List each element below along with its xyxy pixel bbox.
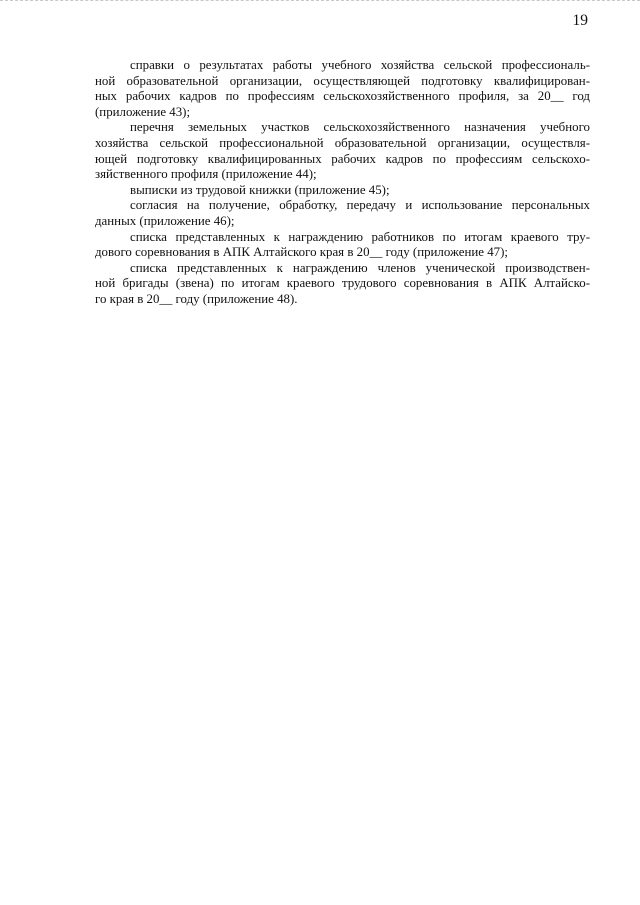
text-line: хозяйства сельской профессиональной образовательной организации, осуществля-	[95, 135, 590, 150]
text-line: справки о результатах работы учебного хозяйства сельской профессиональ-	[130, 58, 590, 72]
text-line: выписки из трудовой книжки (приложение 45);	[130, 182, 390, 197]
text-line: ной образовательной организации, осуществляющей подготовку квалифицирован-	[95, 73, 590, 88]
text-line: (приложение 43);	[95, 104, 191, 119]
text-line: списка представленных к награждению работников по итогам краевого тру-	[130, 229, 590, 244]
list-item	[95, 230, 590, 261]
list-item	[95, 183, 590, 199]
text-line: списка представленных к награждению членов ученической производствен-	[130, 260, 590, 275]
text-line: зяйственного профиля (приложение 44);	[95, 167, 317, 182]
text-line: перечня земельных участков сельскохозяйственного назначения учебного	[130, 120, 590, 135]
text-line: согласия на получение, обработку, передачу и использование персональных	[130, 198, 590, 213]
list-item	[95, 261, 590, 308]
page-top-edge	[0, 0, 640, 1]
text-line: данных (приложение 46);	[95, 213, 235, 228]
text-line: дового соревнования в АПК Алтайского края в 20__ году (приложение 47);	[95, 245, 508, 260]
list-item	[95, 58, 590, 120]
document-body	[95, 58, 590, 308]
text-line: ных рабочих кадров по профессиям сельскохозяйственного профиля, за 20__ год	[95, 89, 590, 104]
text-line: ющей подготовку квалифицированных рабочих кадров по профессиям сельскохо-	[95, 151, 590, 166]
page-number: 19	[572, 12, 588, 29]
list-item	[95, 198, 590, 229]
text-line: ной бригады (звена) по итогам краевого трудового соревнования в АПК Алтайско-	[95, 276, 590, 291]
list-item	[95, 120, 590, 182]
text-line: го края в 20__ году (приложение 48).	[95, 291, 298, 306]
